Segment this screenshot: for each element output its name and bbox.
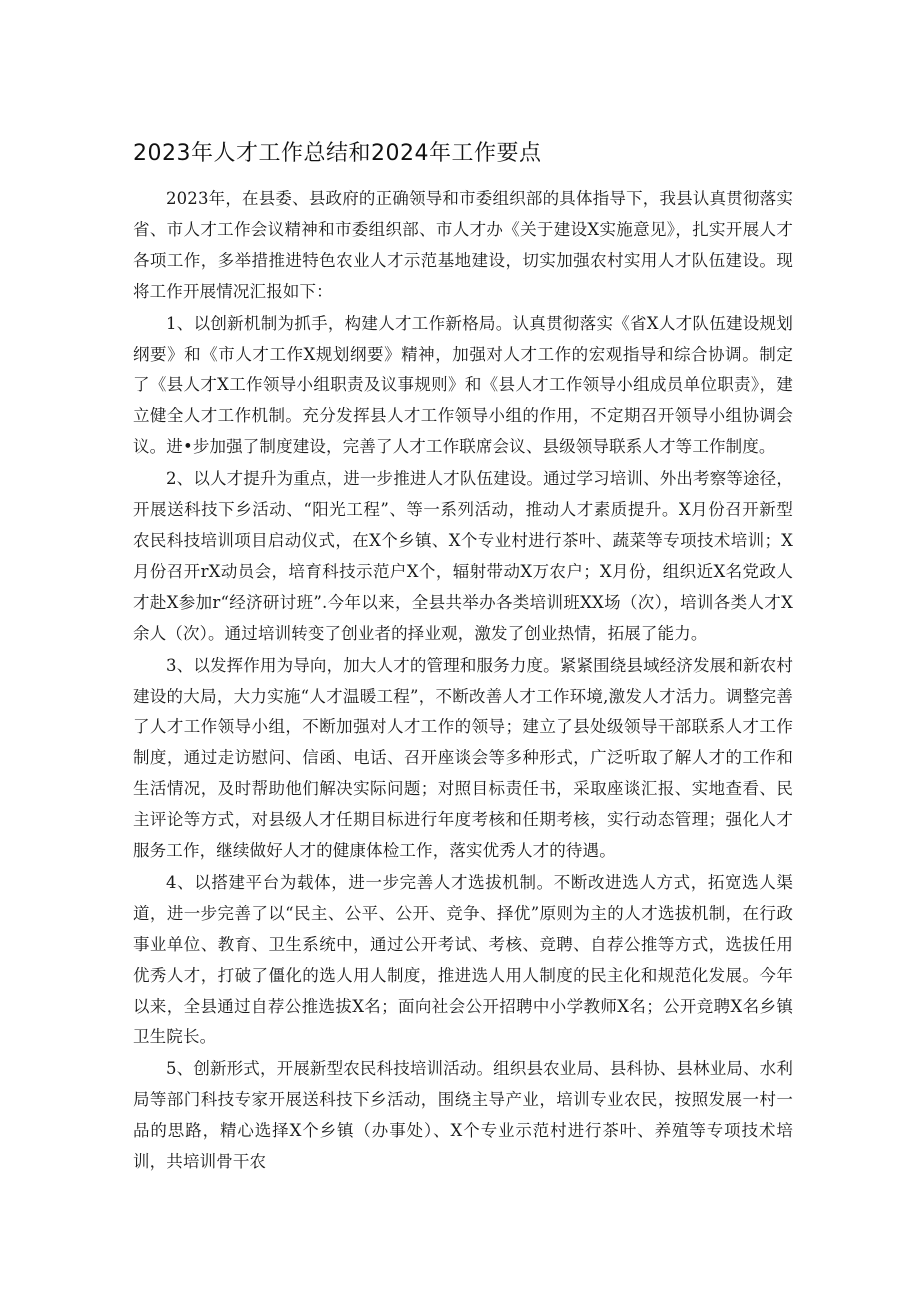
paragraph-3-talent-service: 3、以发挥作用为导向，加大人才的管理和服务力度。紧紧围绕县域经济发展和新农村建设的大局，大力实施“人才温暖工程”，不断改善人才工作环境,激发人才活力。调整完善了人才工作领导小组，不断加强对人才工作的领导；建立了县处级领导干部联系人才工作制度，通过走访慰问、信函、电话、召开座谈会等多种形式，广泛听取了解人才的工作和生活情况，及时帮助他们解决实际问题；对照目标责任书，采取座谈汇报、实地查看、民主评论等方式，对县级人才任期目标进行年度考核和任期考核，实行动态管理；强化人才服务工作，继续做好人才的健康体检工作，落实优秀人才的待遇。 xyxy=(133,655,793,861)
intro-paragraph: 2023年，在县委、县政府的正确领导和市委组织部的具体指导下，我县认真贯彻落实省、市人才工作会议精神和市委组织部、市人才办《关于建设X实施意见》，扎实开展人才各项工作，多举措推进特色农业人才示范基地建设，切实加强农村实用人才队伍建设。现将工作开展情况汇报如下： xyxy=(133,189,793,301)
paragraph-1-mechanism: 1、以创新机制为抓手，构建人才工作新格局。认真贯彻落实《省X人才队伍建设规划纲要》和《市人才工作X规划纲要》精神，加强对人才工作的宏观指导和综合协调。制定了《县人才X工作领导小组职责及议事规则》和《县人才工作领导小组成员单位职责》，建立健全人才工作机制。充分发挥县人才工作领导小组的作用，不定期召开领导小组协调会议。进•步加强了制度建设，完善了人才工作联席会议、县级领导联系人才等工作制度。 xyxy=(133,313,793,457)
paragraph-2-talent-training: 2、以人才提升为重点，进一步推进人才队伍建设。通过学习培训、外出考察等途径，开展送科技下乡活动、“阳光工程”、等一系列活动，推动人才素质提升。X月份召开新型农民科技培训项目启动仪式，在X个乡镇、X个专业村进行茶叶、蔬菜等专项技术培训；X月份召开rX动员会，培育科技示范户X个，辐射带动X万农户；X月份，组织近X名党政人才赴X参加r“经济研讨班”.今年以来，全县共举办各类培训班XX场（次），培训各类人才X余人（次）。通过培训转变了创业者的择业观，激发了创业热情，拓展了能力。 xyxy=(133,469,793,643)
paragraph-5-farmer-training: 5、创新形式，开展新型农民科技培训活动。组织县农业局、县科协、县林业局、水利局等部门科技专家开展送科技下乡活动，围绕主导产业，培训专业农民，按照发展一村一品的思路，精心选择X个乡镇（办事处）、X个专业示范村进行茶叶、养殖等专项技术培训，共培训骨干农 xyxy=(133,1059,793,1172)
paragraph-4-selection-mechanism: 4、以搭建平台为载体，进一步完善人才选拔机制。不断改进选人方式，拓宽选人渠道，进一步完善了以“民主、公平、公开、竞争、择优”原则为主的人才选拔机制，在行政事业单位、教育、卫生系统中，通过公开考试、考核、竞聘、自荐公推等方式，选拔任用优秀人才，打破了僵化的选人用人制度，推进选人用人制度的民主化和规范化发展。今年以来，全县通过自荐公推选拔X名；面向社会公开招聘中小学教师X名；公开竞聘X名乡镇卫生院长。 xyxy=(133,872,793,1047)
document-title: 2023年人才工作总结和2024年工作要点 xyxy=(133,141,542,166)
document-body xyxy=(133,184,793,1179)
